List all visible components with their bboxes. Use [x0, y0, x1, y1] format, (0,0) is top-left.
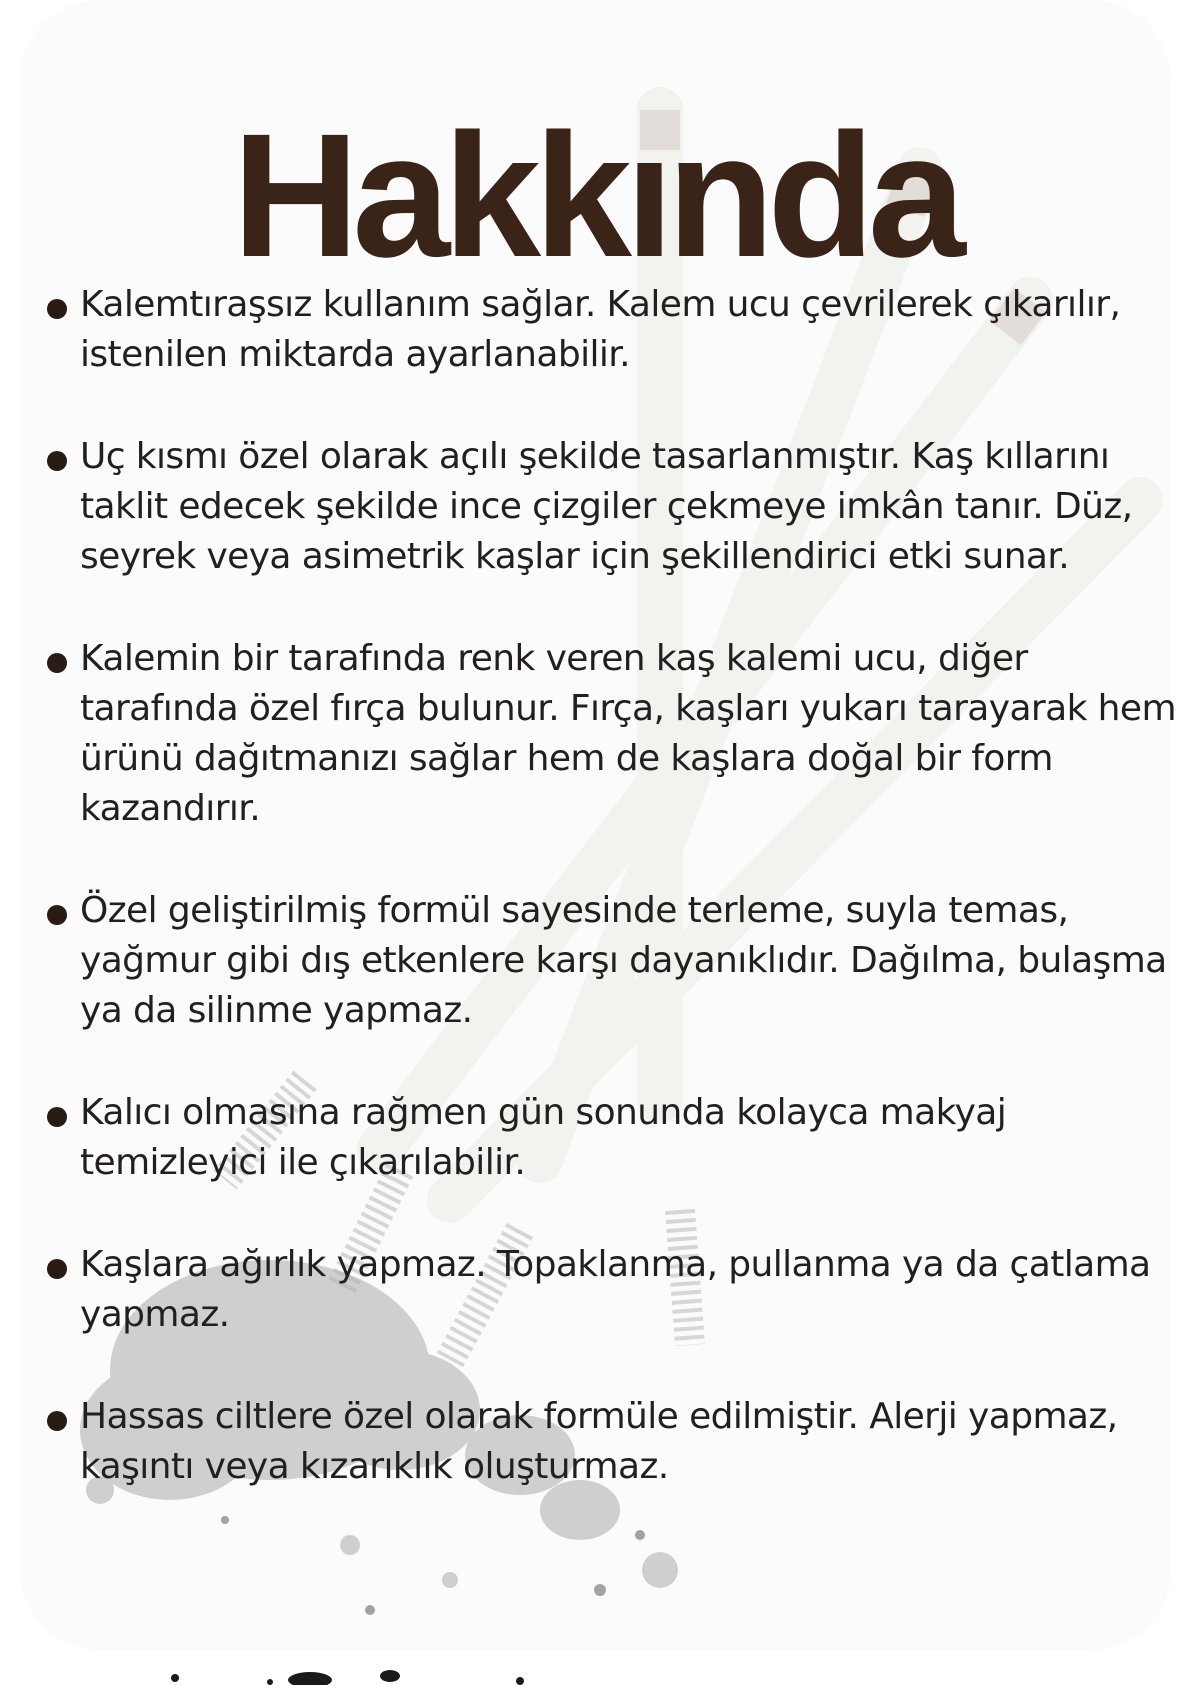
- bullet-dot-icon: [47, 299, 67, 319]
- feature-item-2: [47, 432, 1177, 582]
- bullet-dot-icon: [47, 653, 67, 673]
- feature-item-6: [47, 1240, 1177, 1340]
- feature-text-2: Uç kısmı özel olarak açılı şekilde tasarlanmıştır. Kaş kıllarını taklit edecek şekilde ince çizgiler çekmeye imkân tanır. Düz, seyrek veya asimetrik kaşlar için şekillendirici etki sunar.: [80, 436, 1133, 577]
- feature-item-3: [47, 634, 1177, 834]
- feature-text-4: Özel geliştirilmiş formül sayesinde terleme, suyla temas, yağmur gibi dış etkenlere karşı dayanıklıdır. Dağılma, bulaşma ya da silinme yapmaz.: [80, 890, 1167, 1031]
- feature-text-3: Kalemin bir tarafında renk veren kaş kalemi ucu, diğer tarafında özel fırça bulunur. Fırça, kaşları yukarı tarayarak hem ürünü dağıtmanızı sağlar hem de kaşlara doğal bir form kazandırır.: [80, 638, 1176, 829]
- feature-item-7: [47, 1392, 1177, 1492]
- bullet-dot-icon: [47, 1259, 67, 1279]
- feature-text-5: Kalıcı olmasına rağmen gün sonunda kolayca makyaj temizleyici ile çıkarılabilir.: [80, 1092, 1007, 1183]
- feature-text-6: Kaşlara ağırlık yapmaz. Topaklanma, pullanma ya da çatlama yapmaz.: [80, 1244, 1151, 1335]
- feature-text-1: Kalemtıraşsız kullanım sağlar. Kalem ucu çevrilerek çıkarılır, istenilen miktarda ayarlanabilir.: [80, 284, 1121, 375]
- feature-item-1: [47, 280, 1177, 380]
- feature-item-5: [47, 1088, 1177, 1188]
- bullet-dot-icon: [47, 905, 67, 925]
- bottom-splatter-decoration: [0, 1650, 1191, 1685]
- bullet-dot-icon: [47, 1107, 67, 1127]
- bullet-dot-icon: [47, 1411, 67, 1431]
- feature-item-4: [47, 886, 1177, 1036]
- bullet-dot-icon: [47, 451, 67, 471]
- page-title: Hakkında: [232, 98, 959, 294]
- feature-text-7: Hassas ciltlere özel olarak formüle edilmiştir. Alerji yapmaz, kaşıntı veya kızarıklık oluşturmaz.: [80, 1396, 1118, 1487]
- feature-list: [47, 280, 1177, 1544]
